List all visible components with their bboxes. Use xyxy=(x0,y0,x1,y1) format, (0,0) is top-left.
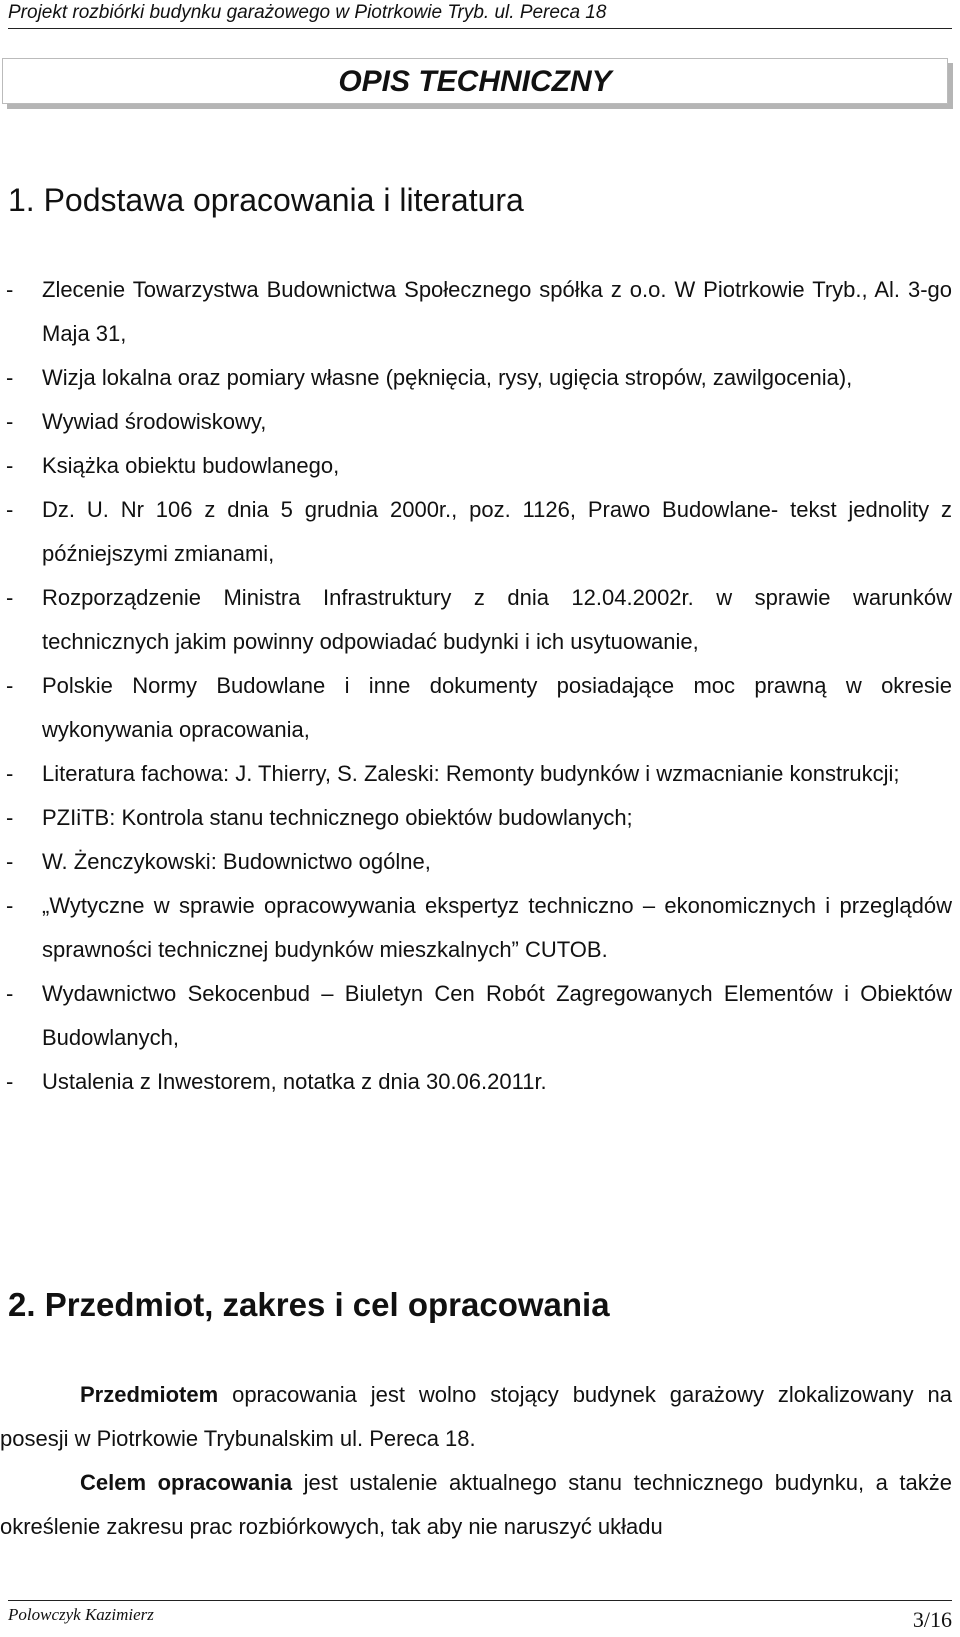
list-item-text: Literatura fachowa: J. Thierry, S. Zaleski: Remonty budynków i wzmacnianie konstrukcji; xyxy=(42,761,900,786)
list-item-text: Książka obiektu budowlanego, xyxy=(42,453,340,478)
section-1-heading: 1. Podstawa opracowania i literatura xyxy=(8,182,524,218)
list-item xyxy=(0,664,960,752)
purpose-text: jest ustalenie aktualnego stanu technicznego budynku, a także określenie zakresu prac rozbiórkowych, tak aby nie naruszyć układu xyxy=(0,1470,952,1539)
document-title-box xyxy=(2,58,948,104)
section-2-heading: 2. Przedmiot, zakres i cel opracowania xyxy=(8,1286,610,1323)
subject-label: Przedmiotem xyxy=(80,1382,219,1407)
list-dash: - xyxy=(6,1069,14,1094)
running-header-title: Projekt rozbiórki budynku garażowego w Piotrkowie Tryb. ul. Pereca 18 xyxy=(8,2,607,23)
list-item xyxy=(0,400,960,444)
list-dash: - xyxy=(6,453,14,478)
list-item xyxy=(0,444,960,488)
list-item xyxy=(0,752,960,796)
list-item xyxy=(0,972,960,1060)
list-item-text: Wywiad środowiskowy, xyxy=(42,409,267,434)
list-item xyxy=(0,576,960,664)
list-dash: - xyxy=(6,849,14,874)
list-item-text: W. Żenczykowski: Budownictwo ogólne, xyxy=(42,849,431,874)
list-dash: - xyxy=(6,761,14,786)
list-dash: - xyxy=(6,365,14,390)
list-dash: - xyxy=(6,585,14,610)
document-title: OPIS TECHNICZNY xyxy=(338,65,612,98)
list-item-text: Rozporządzenie Ministra Infrastruktury z dnia 12.04.2002r. w sprawie warunków technicznych jakim powinny odpowiadać budynki i ich usytuowanie, xyxy=(42,585,952,654)
page-footer xyxy=(8,1600,952,1637)
footer-author: Polowczyk Kazimierz xyxy=(8,1605,154,1624)
list-dash: - xyxy=(6,497,14,522)
list-dash: - xyxy=(6,805,14,830)
list-item xyxy=(0,356,960,400)
list-item-text: Ustalenia z Inwestorem, notatka z dnia 30.06.2011r. xyxy=(42,1069,547,1094)
list-item-text: „Wytyczne w sprawie opracowywania ekspertyz techniczno – ekonomicznych i przeglądów sprawności technicznej budynków mieszkalnych” CUTOB. xyxy=(42,893,952,962)
list-dash: - xyxy=(6,277,14,302)
list-item xyxy=(0,268,960,356)
list-item xyxy=(0,796,960,840)
literature-list xyxy=(0,268,960,1104)
list-item-text: Zlecenie Towarzystwa Budownictwa Społecznego spółka z o.o. W Piotrkowie Tryb., Al. 3-go Maja 31, xyxy=(42,277,952,346)
list-dash: - xyxy=(6,409,14,434)
list-dash: - xyxy=(6,981,14,1006)
purpose-label: Celem opracowania xyxy=(80,1470,293,1495)
subject-text: opracowania jest wolno stojący budynek garażowy zlokalizowany na posesji w Piotrkowie Trybunalskim ul. Pereca 18. xyxy=(0,1382,952,1451)
list-item-text: Polskie Normy Budowlane i inne dokumenty posiadające moc prawną w okresie wykonywania opracowania, xyxy=(42,673,952,742)
list-item xyxy=(0,1060,960,1104)
list-item-text: Wizja lokalna oraz pomiary własne (pęknięcia, rysy, ugięcia stropów, zawilgocenia), xyxy=(42,365,853,390)
list-item-text: PZIiTB: Kontrola stanu technicznego obiektów budowlanych; xyxy=(42,805,633,830)
list-dash: - xyxy=(6,893,14,918)
list-item-text: Dz. U. Nr 106 z dnia 5 grudnia 2000r., poz. 1126, Prawo Budowlane- tekst jednolity z późniejszymi zmianami, xyxy=(42,497,952,566)
subject-paragraph xyxy=(0,1373,952,1461)
list-item xyxy=(0,488,960,576)
page-number: 3/16 xyxy=(912,1607,952,1632)
purpose-paragraph xyxy=(0,1461,952,1549)
list-item-text: Wydawnictwo Sekocenbud – Biuletyn Cen Robót Zagregowanych Elementów i Obiektów Budowlanych, xyxy=(42,981,952,1050)
list-item xyxy=(0,884,960,972)
list-item xyxy=(0,840,960,884)
list-dash: - xyxy=(6,673,14,698)
running-header xyxy=(8,0,952,29)
